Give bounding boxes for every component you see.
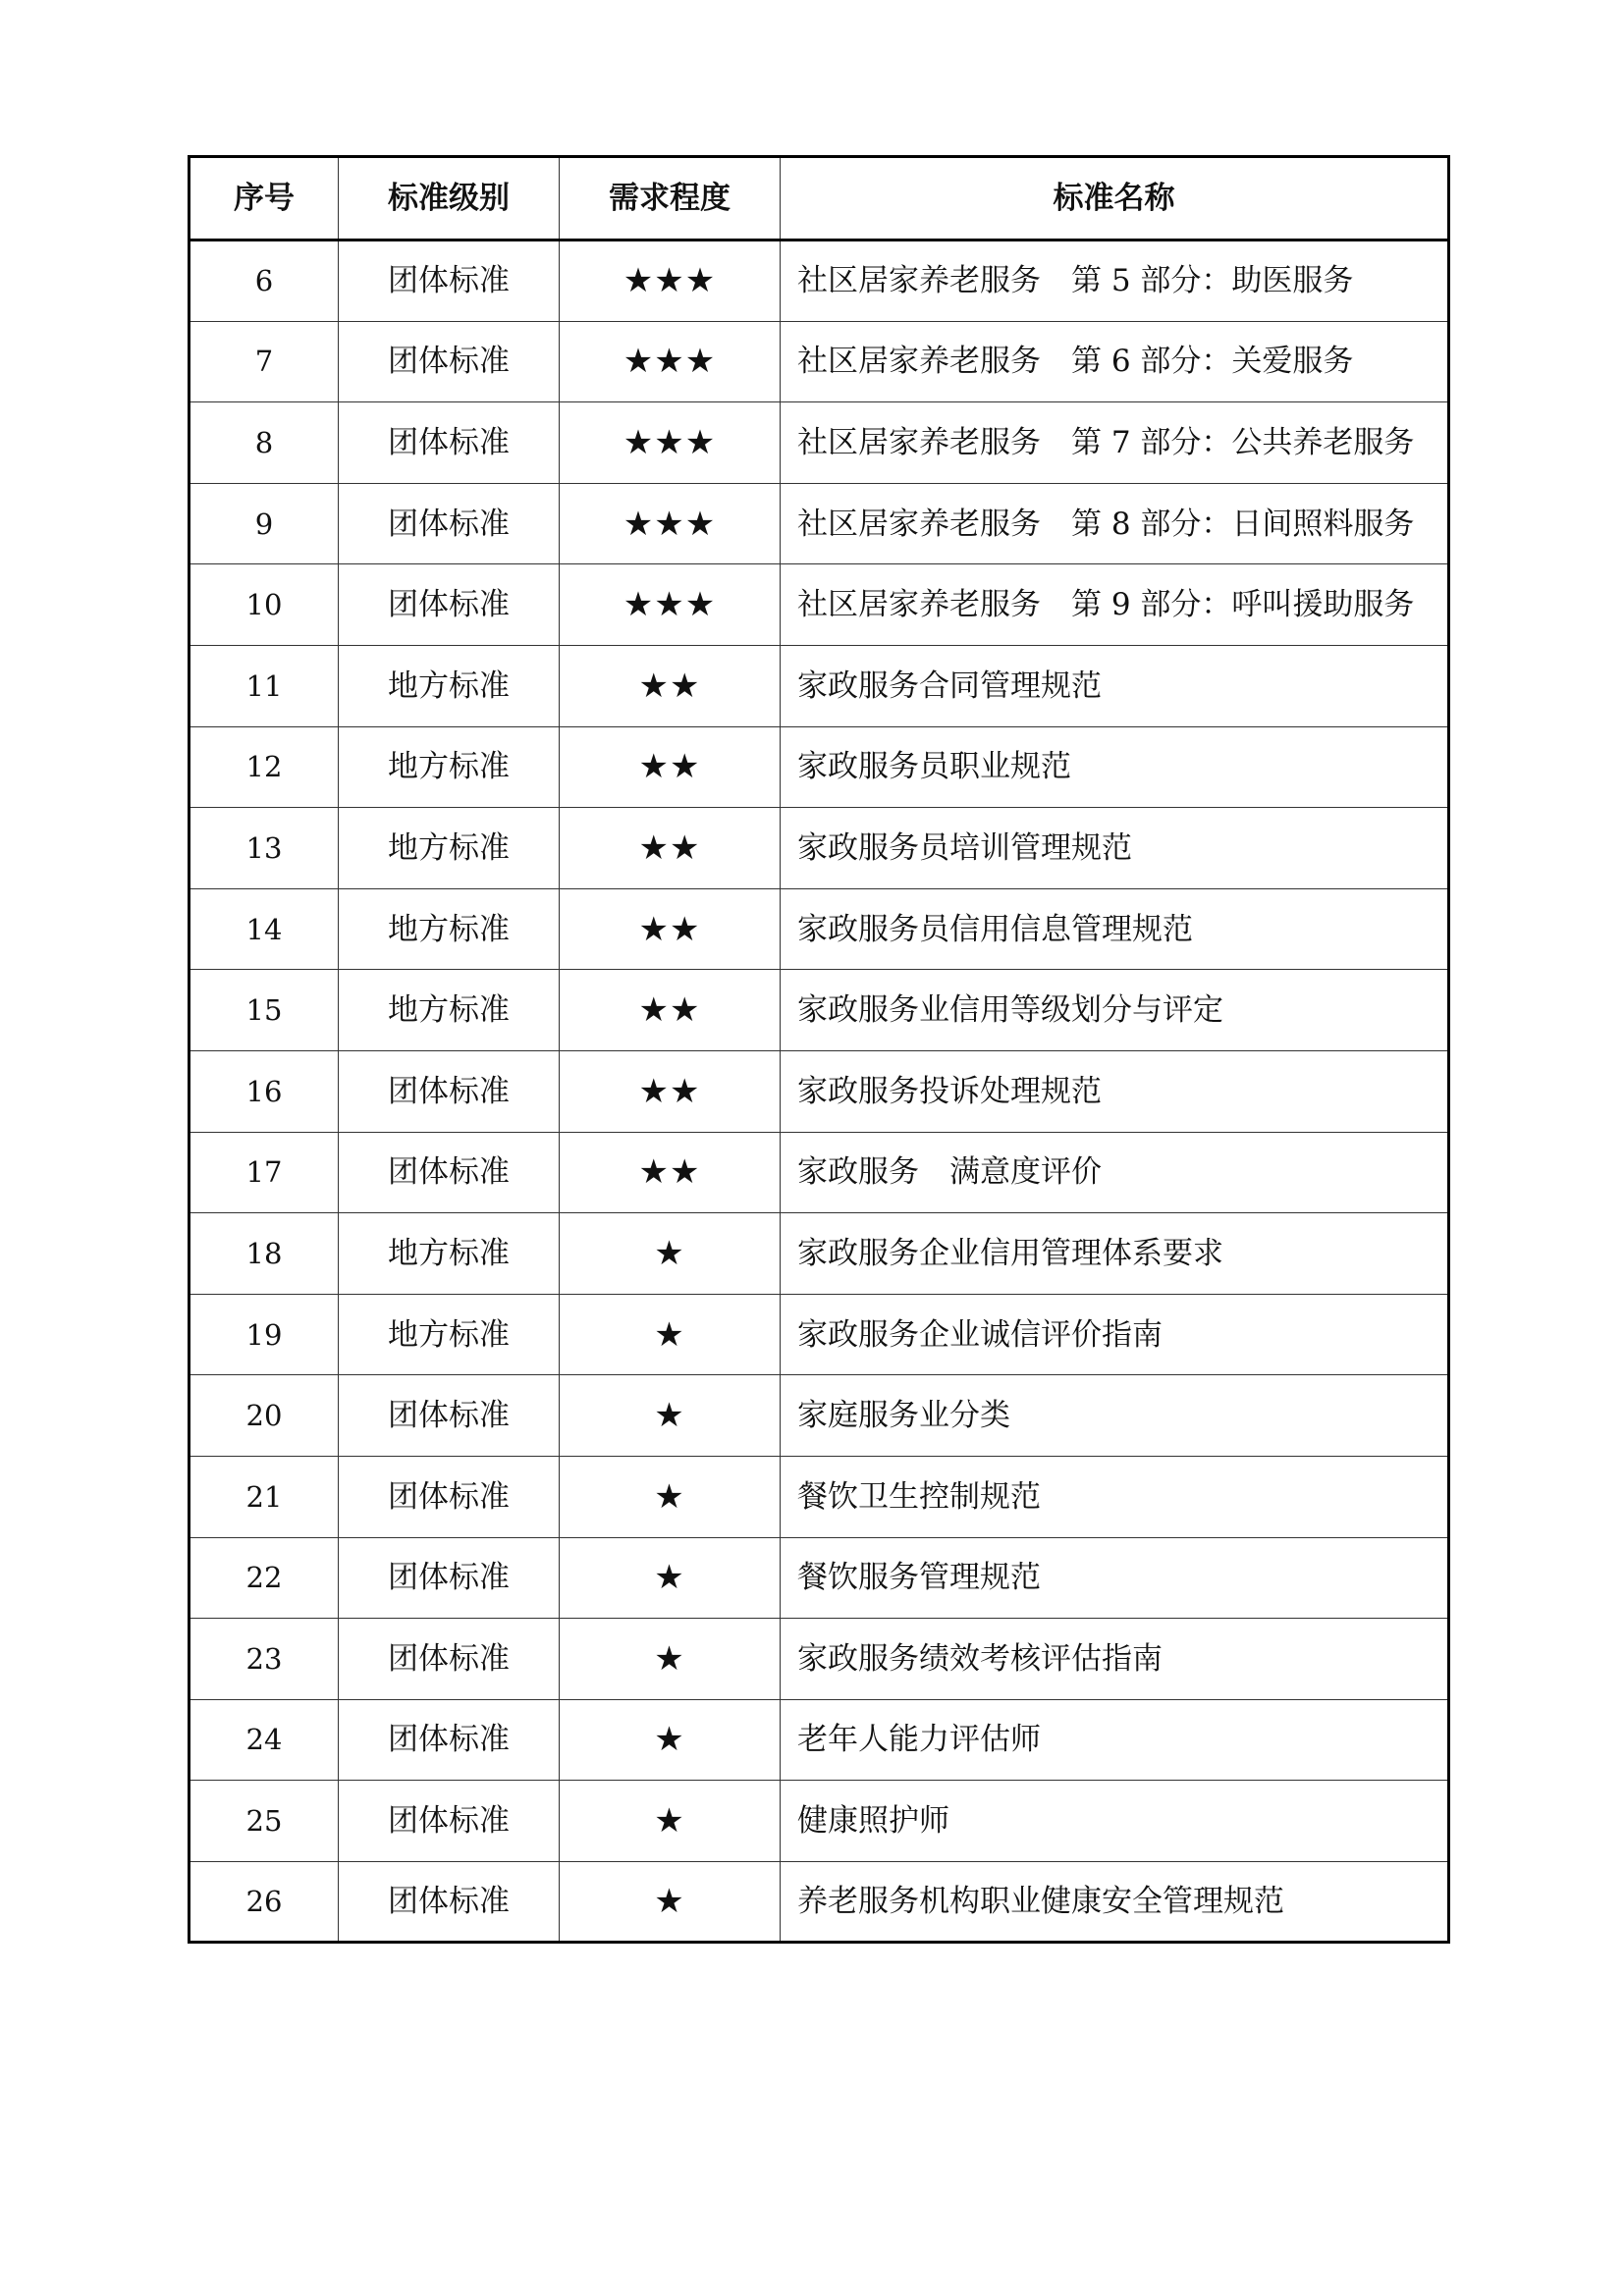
serial-no-cell: 12 xyxy=(189,726,339,808)
demand-stars-cell: ★★★ xyxy=(560,321,781,402)
serial-no-cell: 11 xyxy=(189,645,339,726)
serial-no-cell: 20 xyxy=(189,1375,339,1457)
standard-name-cell: 社区居家养老服务 第 9 部分：呼叫援助服务 xyxy=(781,564,1449,646)
standard-name-cell: 养老服务机构职业健康安全管理规范 xyxy=(781,1861,1449,1943)
standard-level-cell: 地方标准 xyxy=(339,808,560,889)
standard-level-cell: 地方标准 xyxy=(339,1213,560,1295)
serial-no-cell: 17 xyxy=(189,1132,339,1213)
serial-no-cell: 24 xyxy=(189,1699,339,1781)
table-row xyxy=(189,808,1449,889)
demand-stars-cell: ★★★ xyxy=(560,240,781,322)
standard-name-cell: 家政服务投诉处理规范 xyxy=(781,1050,1449,1132)
standard-level-cell: 团体标准 xyxy=(339,483,560,564)
demand-stars-cell: ★ xyxy=(560,1619,781,1700)
demand-stars-cell: ★ xyxy=(560,1456,781,1537)
standard-name-cell: 家政服务业信用等级划分与评定 xyxy=(781,970,1449,1051)
demand-stars-cell: ★ xyxy=(560,1781,781,1862)
standard-name-cell: 餐饮服务管理规范 xyxy=(781,1537,1449,1619)
standard-level-cell: 团体标准 xyxy=(339,1699,560,1781)
table-row xyxy=(189,402,1449,484)
serial-no-cell: 26 xyxy=(189,1861,339,1943)
demand-stars-cell: ★★ xyxy=(560,1050,781,1132)
serial-no-cell: 21 xyxy=(189,1456,339,1537)
demand-stars-cell: ★★★ xyxy=(560,483,781,564)
table-row xyxy=(189,1132,1449,1213)
standard-name-cell: 家政服务员培训管理规范 xyxy=(781,808,1449,889)
table-header-row xyxy=(189,157,1449,240)
demand-stars-cell: ★ xyxy=(560,1375,781,1457)
standard-name-cell: 餐饮卫生控制规范 xyxy=(781,1456,1449,1537)
standard-level-cell: 地方标准 xyxy=(339,1294,560,1375)
standard-name-cell: 家政服务企业诚信评价指南 xyxy=(781,1294,1449,1375)
serial-no-cell: 6 xyxy=(189,240,339,322)
serial-no-cell: 8 xyxy=(189,402,339,484)
table-body xyxy=(189,240,1449,1943)
standard-level-cell: 地方标准 xyxy=(339,645,560,726)
table-row xyxy=(189,1699,1449,1781)
serial-no-cell: 10 xyxy=(189,564,339,646)
serial-no-cell: 7 xyxy=(189,321,339,402)
standard-name-cell: 社区居家养老服务 第 8 部分：日间照料服务 xyxy=(781,483,1449,564)
demand-stars-cell: ★★★ xyxy=(560,402,781,484)
standard-name-cell: 家政服务绩效考核评估指南 xyxy=(781,1619,1449,1700)
standard-level-cell: 团体标准 xyxy=(339,1861,560,1943)
header-demand-level: 需求程度 xyxy=(560,157,781,240)
table-row xyxy=(189,1050,1449,1132)
standard-name-cell: 家庭服务业分类 xyxy=(781,1375,1449,1457)
header-standard-name: 标准名称 xyxy=(781,157,1449,240)
standard-name-cell: 社区居家养老服务 第 6 部分：关爱服务 xyxy=(781,321,1449,402)
standard-level-cell: 团体标准 xyxy=(339,1050,560,1132)
table-row xyxy=(189,1537,1449,1619)
standard-name-cell: 家政服务员信用信息管理规范 xyxy=(781,888,1449,970)
table-row xyxy=(189,564,1449,646)
table-row xyxy=(189,483,1449,564)
standard-name-cell: 家政服务企业信用管理体系要求 xyxy=(781,1213,1449,1295)
demand-stars-cell: ★★★ xyxy=(560,564,781,646)
standard-level-cell: 团体标准 xyxy=(339,240,560,322)
table-row xyxy=(189,1294,1449,1375)
serial-no-cell: 22 xyxy=(189,1537,339,1619)
standard-level-cell: 团体标准 xyxy=(339,1781,560,1862)
table-row xyxy=(189,726,1449,808)
standard-name-cell: 社区居家养老服务 第 7 部分：公共养老服务 xyxy=(781,402,1449,484)
standard-level-cell: 地方标准 xyxy=(339,726,560,808)
demand-stars-cell: ★ xyxy=(560,1861,781,1943)
table-row xyxy=(189,1213,1449,1295)
demand-stars-cell: ★★ xyxy=(560,1132,781,1213)
standard-level-cell: 地方标准 xyxy=(339,970,560,1051)
serial-no-cell: 16 xyxy=(189,1050,339,1132)
table-row xyxy=(189,1456,1449,1537)
standard-level-cell: 团体标准 xyxy=(339,1537,560,1619)
standard-name-cell: 家政服务员职业规范 xyxy=(781,726,1449,808)
demand-stars-cell: ★★ xyxy=(560,808,781,889)
standard-name-cell: 家政服务合同管理规范 xyxy=(781,645,1449,726)
serial-no-cell: 14 xyxy=(189,888,339,970)
standard-name-cell: 老年人能力评估师 xyxy=(781,1699,1449,1781)
standard-name-cell: 社区居家养老服务 第 5 部分：助医服务 xyxy=(781,240,1449,322)
demand-stars-cell: ★ xyxy=(560,1294,781,1375)
standard-level-cell: 团体标准 xyxy=(339,402,560,484)
table-row xyxy=(189,1861,1449,1943)
header-serial-no: 序号 xyxy=(189,157,339,240)
table-row xyxy=(189,321,1449,402)
standard-level-cell: 团体标准 xyxy=(339,1375,560,1457)
demand-stars-cell: ★★ xyxy=(560,970,781,1051)
standard-level-cell: 团体标准 xyxy=(339,1619,560,1700)
header-standard-level: 标准级别 xyxy=(339,157,560,240)
serial-no-cell: 13 xyxy=(189,808,339,889)
table-row xyxy=(189,240,1449,322)
standard-level-cell: 团体标准 xyxy=(339,1456,560,1537)
demand-stars-cell: ★★ xyxy=(560,888,781,970)
table-row xyxy=(189,645,1449,726)
standards-table xyxy=(188,155,1450,1944)
demand-stars-cell: ★ xyxy=(560,1537,781,1619)
demand-stars-cell: ★ xyxy=(560,1699,781,1781)
standard-level-cell: 团体标准 xyxy=(339,321,560,402)
serial-no-cell: 15 xyxy=(189,970,339,1051)
standard-level-cell: 地方标准 xyxy=(339,888,560,970)
table-row xyxy=(189,888,1449,970)
demand-stars-cell: ★★ xyxy=(560,645,781,726)
standard-level-cell: 团体标准 xyxy=(339,1132,560,1213)
serial-no-cell: 9 xyxy=(189,483,339,564)
table-row xyxy=(189,1781,1449,1862)
demand-stars-cell: ★★ xyxy=(560,726,781,808)
table-row xyxy=(189,970,1449,1051)
serial-no-cell: 25 xyxy=(189,1781,339,1862)
standard-name-cell: 健康照护师 xyxy=(781,1781,1449,1862)
standard-name-cell: 家政服务 满意度评价 xyxy=(781,1132,1449,1213)
standard-level-cell: 团体标准 xyxy=(339,564,560,646)
demand-stars-cell: ★ xyxy=(560,1213,781,1295)
serial-no-cell: 23 xyxy=(189,1619,339,1700)
serial-no-cell: 18 xyxy=(189,1213,339,1295)
table-row xyxy=(189,1375,1449,1457)
table-row xyxy=(189,1619,1449,1700)
serial-no-cell: 19 xyxy=(189,1294,339,1375)
